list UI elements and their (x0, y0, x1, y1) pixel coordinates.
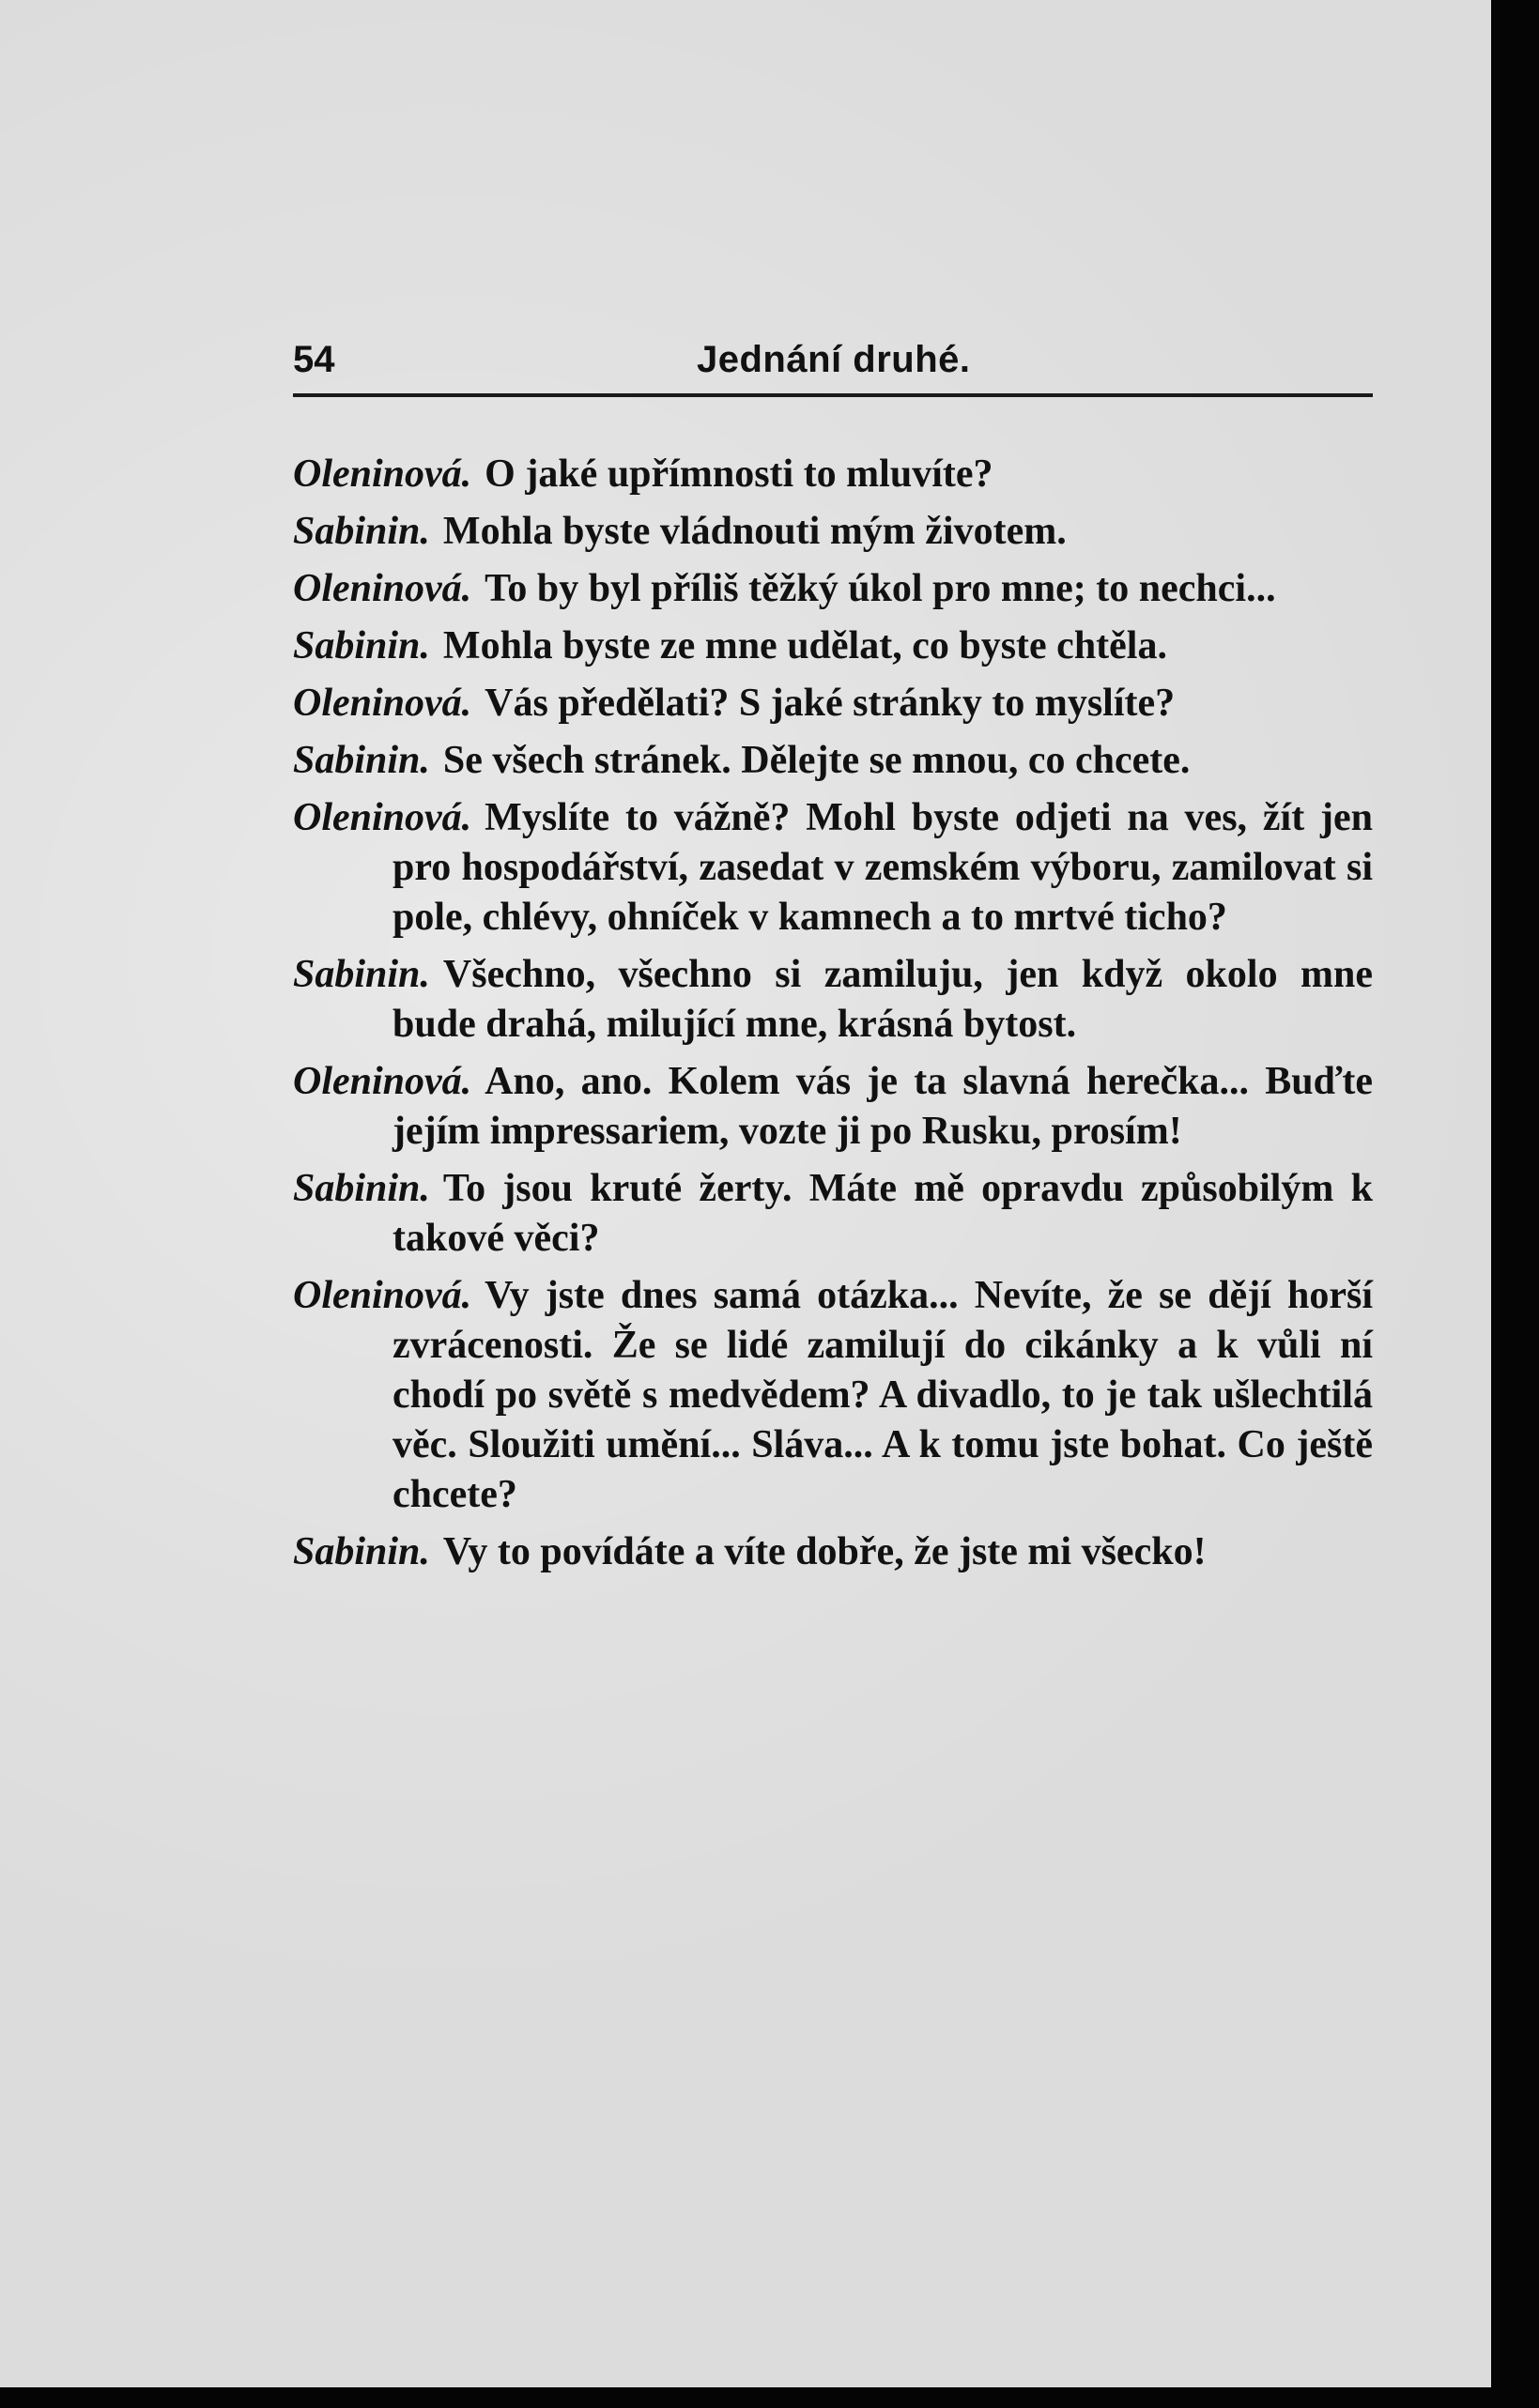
speech-text: Vy jste dnes samá otázka... Nevíte, že se dějí horší zvrácenosti. Že se lidé zamilují do cikánky a k vůli ní chodí po světě s medvědem? A divadlo, to je tak ušlechtilá věc. Sloužiti umění... Sláva... A k tomu jste bohat. Co ještě chcete? (392, 1274, 1373, 1516)
dialogue-line (293, 793, 1373, 943)
book-page (293, 333, 1373, 1585)
dialogue-line (293, 450, 1373, 499)
speaker-name: Oleninová. (293, 1060, 472, 1103)
dialogue-line (293, 736, 1373, 786)
speech-text: Myslíte to vážně? Mohl byste odjeti na ves, žít jen pro hospodářství, zasedat v zemském výboru, zamilovat si pole, chlévy, ohníček v kamnech a to mrtvé ticho? (392, 796, 1373, 939)
speaker-name: Oleninová. (293, 567, 472, 610)
dialogue-line (293, 1271, 1373, 1520)
speech-text: To jsou kruté žerty. Máte mě opravdu způsobilým k takové věci? (392, 1167, 1373, 1260)
dialogue-line (293, 621, 1373, 671)
dialogue-line (293, 1164, 1373, 1264)
speaker-name: Sabinin. (293, 739, 430, 782)
scan-edge-right (1491, 0, 1539, 2408)
dialogue-line (293, 1527, 1373, 1577)
scan-edge-bottom (0, 2387, 1539, 2408)
speaker-name: Sabinin. (293, 510, 430, 553)
speaker-name: Sabinin. (293, 1167, 430, 1210)
speaker-name: Oleninová. (293, 682, 472, 725)
speech-text: Mohla byste vládnouti mým životem. (442, 510, 1067, 553)
speaker-name: Oleninová. (293, 452, 472, 496)
speech-text: O jaké upřímnosti to mluvíte? (485, 452, 993, 496)
dialogue-line (293, 950, 1373, 1050)
speech-text: To by byl příliš těžký úkol pro mne; to nechci... (485, 567, 1276, 610)
dialogue-line (293, 564, 1373, 614)
header-rule (293, 393, 1373, 397)
speech-text: Vy to povídáte a víte dobře, že jste mi všecko! (442, 1530, 1207, 1573)
dialogue-line (293, 507, 1373, 557)
speaker-name: Sabinin. (293, 624, 430, 667)
running-head (293, 333, 1373, 393)
page-number: 54 (293, 339, 335, 380)
speech-text: Se všech stránek. Dělejte se mnou, co chcete. (442, 739, 1191, 782)
dialogue-line (293, 679, 1373, 729)
speech-text: Všechno, všechno si zamiluju, jen když okolo mne bude drahá, milující mne, krásná bytost. (392, 953, 1373, 1046)
speaker-name: Oleninová. (293, 796, 472, 839)
speaker-name: Sabinin. (293, 1530, 430, 1573)
speech-text: Ano, ano. Kolem vás je ta slavná herečka... Buďte jejím impressariem, vozte ji po Rusku, prosím! (392, 1060, 1373, 1153)
running-title: Jednání druhé. (697, 339, 971, 380)
speaker-name: Oleninová. (293, 1274, 472, 1317)
dialogue-line (293, 1057, 1373, 1157)
speaker-name: Sabinin. (293, 953, 430, 996)
speech-text: Vás předělati? S jaké stránky to myslíte? (485, 682, 1176, 725)
speech-text: Mohla byste ze mne udělat, co byste chtěla. (442, 624, 1167, 667)
